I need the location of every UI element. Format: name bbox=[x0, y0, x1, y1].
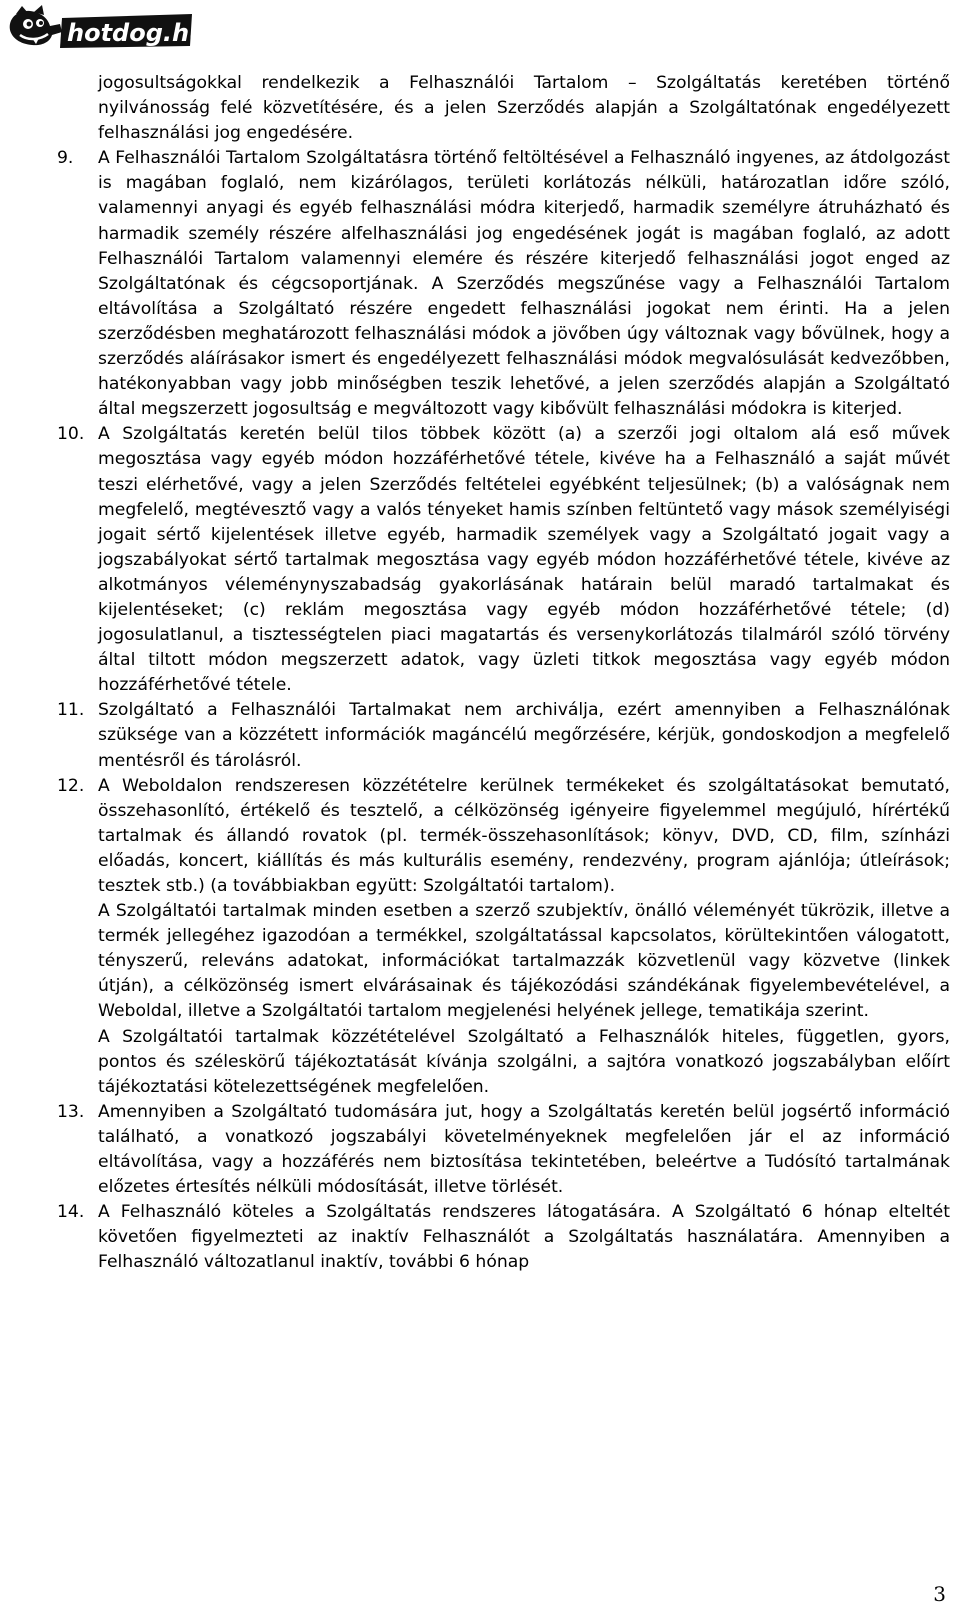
clause-number: 9. bbox=[57, 148, 74, 169]
document-body bbox=[57, 71, 950, 1276]
clause-number: 10. bbox=[57, 424, 85, 445]
clause-item bbox=[57, 1100, 950, 1200]
numbered-clauses bbox=[57, 146, 950, 1275]
clause-body bbox=[98, 422, 950, 698]
clause-body bbox=[98, 1200, 950, 1275]
clause-paragraph: A Szolgáltatói tartalmak minden esetben a szerző szubjektív, önálló véleményét tükrözik, illetve a termék jellegéhez igazodóan a termékkel, szolgáltatással kapcsolatos, körültekintően válogatott, tényszerű, releváns adatokat, információkat tartalmazzák közvetlenül vagy közvetve (linkek útján), a célközönség ismert elvárásainak és tájékozódási szándékának figyelembevételével, a Weboldal, illetve a Szolgáltatói tartalom megjelenési helyének jellege, tematikája szerint. bbox=[98, 901, 950, 1022]
page-number: 3 bbox=[933, 1582, 946, 1606]
clause-number: 14. bbox=[57, 1202, 85, 1223]
hotdog-wordmark bbox=[60, 14, 206, 48]
clause-item bbox=[57, 774, 950, 1100]
clause-number: 13. bbox=[57, 1101, 85, 1122]
clause-body bbox=[98, 1100, 950, 1200]
clause-body bbox=[98, 698, 950, 773]
clause-paragraph: A Felhasználó köteles a Szolgáltatás rendszeres látogatására. A Szolgáltató 6 hónap elteltét követően figyelmezteti az inaktív Felhasználót a Szolgáltatás használatára. Amennyiben a Felhasználó változatlanul inaktív, további 6 hónap bbox=[98, 1202, 950, 1273]
clause-paragraph: A Weboldalon rendszeresen közzétételre kerülnek termékeket és szolgáltatásokat bemutató, összehasonlító, értékelő és tesztelő, a célközönség igényeire figyelemmel megújuló, hírértékű tartalmak és állandó rovatok (pl. termék-összehasonlítások; könyv, DVD, CD, film, színházi előadás, koncert, kiállítás és más kulturális esemény, rendezvény, program ajánlója; útleírások; tesztek stb.) (a továbbiakban együtt: Szolgáltatói tartalom). bbox=[98, 775, 950, 896]
clause-item bbox=[57, 146, 950, 422]
clause-paragraph: A Felhasználói Tartalom Szolgáltatásra történő feltöltésével a Felhasználó ingyenes, az átdolgozást is magában foglaló, nem kizárólagos, területi korlátozás nélküli, határozatlan időre szóló, valamennyi anyagi és egyéb felhasználási módra kiterjedő, harmadik személyre átruházható és harmadik személy részére alfelhasználási jog engedésének jogát is magában foglaló, az adott Felhasználói Tartalom valamennyi elemére és részére kiterjedő felhasználási jogot enged az Szolgáltatónak és cégcsoportjának. A Szerződés megszűnése vagy a Felhasználói Tartalom eltávolítása a Szolgáltató részére engedett felhasználási jogokat nem érinti. Ha a jelen szerződésben meghatározott felhasználási módok a jövőben úgy változnak vagy bővülnek, hogy a szerződés aláírásakor ismert és engedélyezett felhasználási módok megvalósulását kedvezőbben, hatékonyabban vagy jobb minőségben teszik lehetővé, a jelen szerződés alapján a Szolgáltató által megszerzett jogosultság e megváltozott vagy kibővült felhasználási módokra is kiterjed. bbox=[98, 148, 950, 420]
clause-number: 12. bbox=[57, 775, 85, 796]
clause-body bbox=[98, 774, 950, 1100]
intro-paragraph: jogosultságokkal rendelkezik a Felhasználói Tartalom – Szolgáltatás keretében történő nyilvánosság felé közvetítésére, és a jelen Szerződés alapján a Szolgáltatónak engedélyezett felhasználási jog engedésére. bbox=[98, 73, 950, 144]
clause-paragraph: Szolgáltató a Felhasználói Tartalmakat nem archiválja, ezért amennyiben a Felhasználónak szüksége van a közzétett információk magáncélú megőrzésére, kérjük, gondoskodjon a megfelelő mentésről és tárolásról. bbox=[98, 700, 950, 771]
clause-paragraph: Amennyiben a Szolgáltató tudomására jut, hogy a Szolgáltatás keretén belül jogsértő információ található, a vonatkozó jogszabályi követelményeknek megfelelően jár el az információ eltávolítása, vagy a hozzáférés nem biztosítása tekintetében, beleértve a Tudósító tartalmának előzetes értesítés nélküli módosítását, illetve törlését. bbox=[98, 1101, 950, 1198]
clause-item bbox=[57, 1200, 950, 1275]
clause-body bbox=[98, 146, 950, 422]
hotdog-logo[interactable] bbox=[6, 4, 207, 50]
clause-paragraph: A Szolgáltatói tartalmak közzétételével Szolgáltató a Felhasználók hiteles, független, gyors, pontos és széleskörű tájékoztatását kívánja szolgálni, a sajtóra vonatkozó jogszabályban előírt tájékoztatási kötelezettségének megfelelően. bbox=[98, 1026, 950, 1097]
clause-item bbox=[57, 422, 950, 698]
svg-text:hotdog.hu: hotdog.hu bbox=[67, 19, 207, 47]
hotdog-logo-graphic bbox=[6, 4, 207, 50]
dog-mascot-icon bbox=[10, 5, 62, 45]
clause-paragraph: A Szolgáltatás keretén belül tilos többek között (a) a szerzői jogi oltalom alá eső művek megosztása vagy egyéb módon hozzáférhetővé tétele, kivéve ha a Felhasználó a saját művét teszi elérhetővé, vagy a jelen Szerződés feltételei egyébként teljesülnek; (b) a valóságnak nem megfelelő, megtévesztő vagy a valós tényeket hamis színben feltüntető vagy mások személyiségi jogait sértő kijelentések illetve egyéb, harmadik személyek vagy a Szolgáltató jogait vagy a jogszabályokat sértő tartalmak megosztása vagy egyéb módon hozzáférhetővé tétele, kivéve az alkotmányos véleménynyszabadság gyakorlásának határain belül maradó tartalmakat és kijelentéseket; (c) reklám megosztása vagy egyéb módon hozzáférhetővé tétele; (d) jogosulatlanul, a tisztességtelen piaci magatartás és versenykorlátozás tilalmáról szóló törvény által tiltott módon megszerzett adatok, vagy üzleti titkok megosztása vagy egyéb módon hozzáférhetővé tétele. bbox=[98, 424, 950, 696]
clause-item bbox=[57, 698, 950, 773]
clause-number: 11. bbox=[57, 700, 85, 721]
